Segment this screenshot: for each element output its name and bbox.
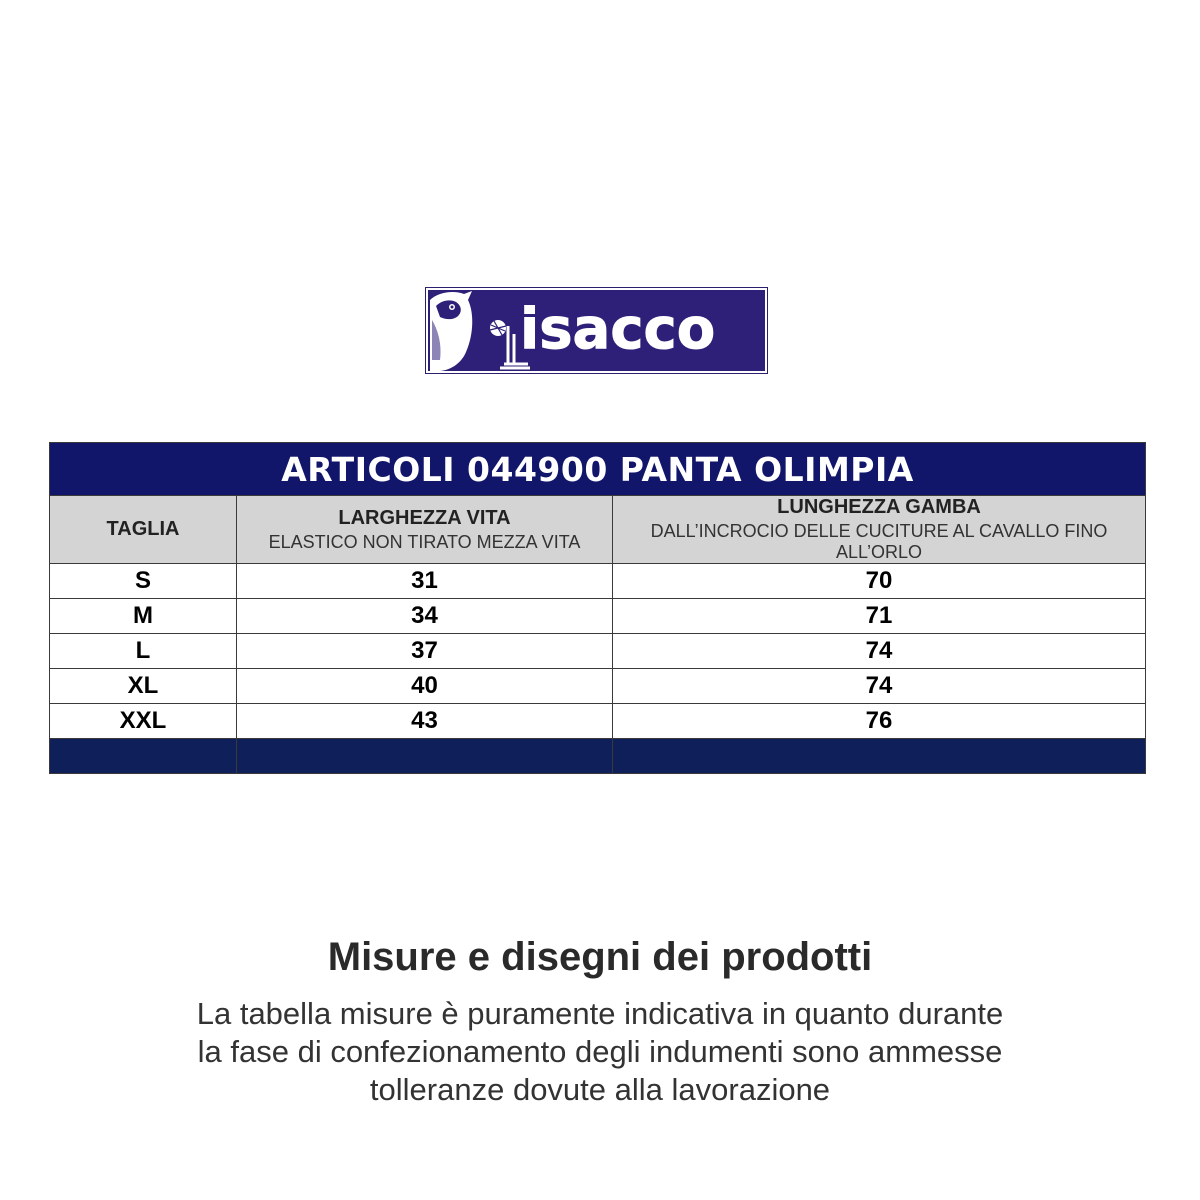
leg-cell: 76 bbox=[613, 704, 1146, 739]
brand-logo bbox=[425, 287, 768, 374]
leg-cell: 70 bbox=[613, 564, 1146, 599]
disclaimer-line: tolleranze dovute alla lavorazione bbox=[369, 1072, 831, 1107]
size-cell: L bbox=[50, 634, 237, 669]
footer-cell bbox=[613, 739, 1146, 774]
logo-background bbox=[428, 290, 765, 371]
info-heading: Misure e disegni dei prodotti bbox=[327, 935, 873, 979]
column-header-label: LARGHEZZA VITA bbox=[338, 506, 511, 529]
column-header-waist bbox=[237, 496, 613, 564]
table-footer-band bbox=[50, 739, 1146, 774]
column-header-leg bbox=[613, 496, 1146, 564]
column-header-label: TAGLIA bbox=[106, 518, 180, 540]
footer-cell bbox=[237, 739, 613, 774]
disclaimer-line: la fase di confezionamento degli indumenti sono ammesse bbox=[197, 1034, 1003, 1069]
column-header-note: ELASTICO NON TIRATO MEZZA VITA bbox=[268, 531, 581, 552]
column-header-label: LUNGHEZZA GAMBA bbox=[777, 496, 981, 518]
waist-cell: 37 bbox=[237, 634, 613, 669]
leg-cell: 71 bbox=[613, 599, 1146, 634]
logo-wordmark: isacco bbox=[520, 297, 716, 362]
waist-cell: 43 bbox=[237, 704, 613, 739]
info-disclaimer bbox=[0, 995, 1200, 1109]
table-header-row bbox=[50, 496, 1146, 564]
size-chart-table bbox=[49, 442, 1146, 774]
table-row bbox=[50, 599, 1146, 634]
table-title-row bbox=[50, 443, 1146, 496]
table-row bbox=[50, 669, 1146, 704]
size-cell: M bbox=[50, 599, 237, 634]
size-cell: XL bbox=[50, 669, 237, 704]
footer-cell bbox=[50, 739, 237, 774]
leg-cell: 74 bbox=[613, 634, 1146, 669]
table-title: ARTICOLI 044900 PANTA OLIMPIA bbox=[50, 443, 1146, 496]
waist-cell: 40 bbox=[237, 669, 613, 704]
waist-cell: 34 bbox=[237, 599, 613, 634]
table-row bbox=[50, 704, 1146, 739]
column-header-note: DALL’INCROCIO DELLE CUCITURE AL CAVALLO FINO ALL’ORLO bbox=[650, 521, 1108, 562]
leg-cell: 74 bbox=[613, 669, 1146, 704]
waist-cell: 31 bbox=[237, 564, 613, 599]
column-header-size bbox=[50, 496, 237, 564]
table-row bbox=[50, 564, 1146, 599]
disclaimer-line: La tabella misure è puramente indicativa in quanto durante bbox=[196, 996, 1004, 1031]
table-row bbox=[50, 634, 1146, 669]
size-cell: XXL bbox=[50, 704, 237, 739]
size-cell: S bbox=[50, 564, 237, 599]
